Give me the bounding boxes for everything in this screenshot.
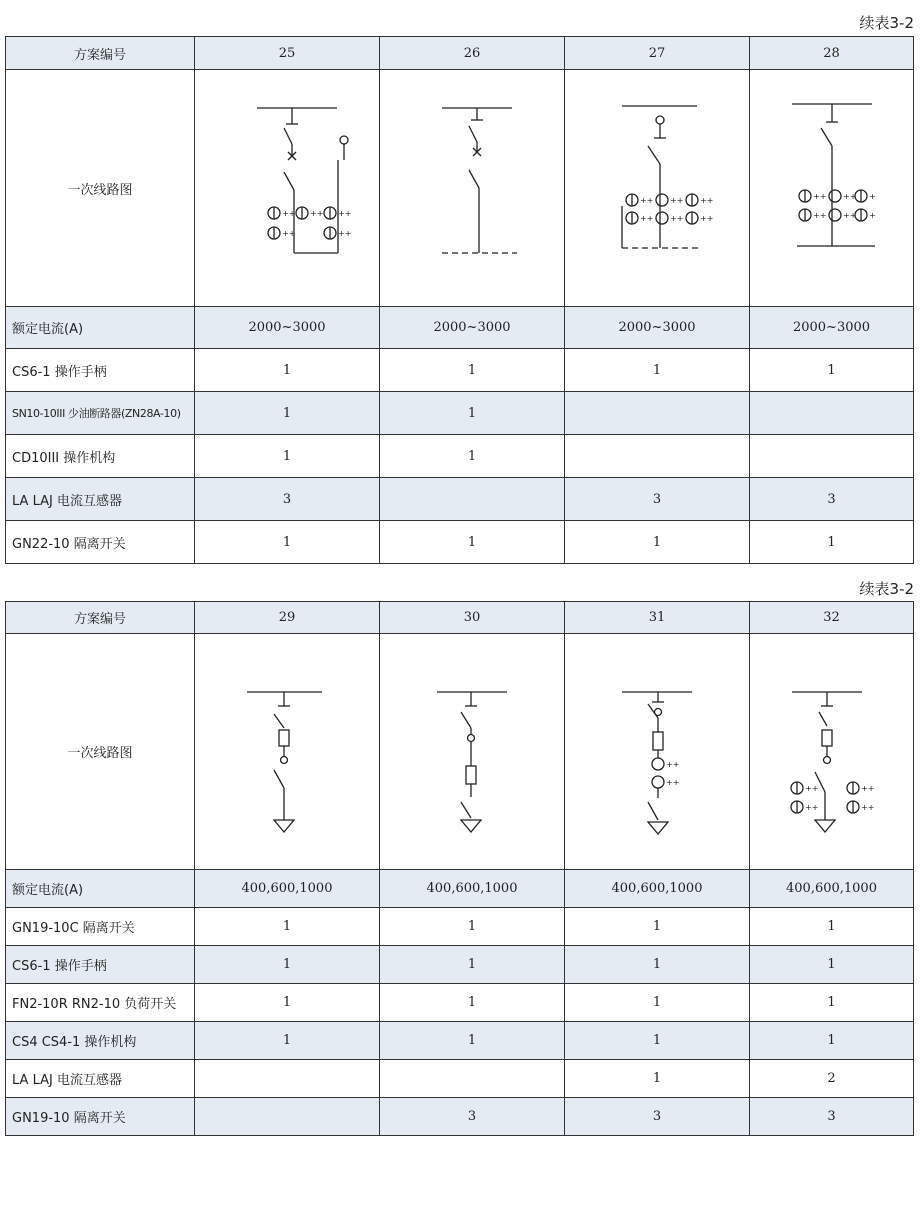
row-value: 1 bbox=[195, 392, 380, 435]
scheme-number: 25 bbox=[195, 37, 380, 70]
row-value: 1 bbox=[195, 908, 380, 946]
circuit-diagram-27-icon bbox=[565, 70, 750, 307]
svg-text:++: ++ bbox=[860, 802, 874, 812]
scheme-number: 26 bbox=[380, 37, 565, 70]
row-value: 1 bbox=[565, 984, 750, 1022]
row-value: 1 bbox=[565, 1060, 750, 1098]
scheme-number: 31 bbox=[565, 602, 750, 634]
svg-text:++: ++ bbox=[842, 211, 856, 220]
circuit-diagram-29-icon bbox=[195, 634, 380, 870]
row-value: 1 bbox=[565, 946, 750, 984]
row-value: 1 bbox=[380, 349, 565, 392]
row-label: CD10III 操作机构 bbox=[6, 435, 195, 478]
row-value: 3 bbox=[565, 1098, 750, 1136]
row-value: 1 bbox=[380, 946, 565, 984]
row-value: 1 bbox=[750, 984, 914, 1022]
row-value: 1 bbox=[750, 521, 914, 564]
row-value bbox=[565, 435, 750, 478]
row-value: 1 bbox=[565, 908, 750, 946]
svg-text:++: ++ bbox=[338, 209, 352, 218]
row-label: 额定电流(A) bbox=[6, 307, 195, 349]
row-value: 3 bbox=[750, 1098, 914, 1136]
row-value: 1 bbox=[565, 1022, 750, 1060]
circuit-diagram-30-icon bbox=[380, 634, 565, 870]
scheme-number: 27 bbox=[565, 37, 750, 70]
row-value: 3 bbox=[750, 478, 914, 521]
svg-text:+: + bbox=[868, 192, 876, 201]
circuit-diagram-25-icon bbox=[195, 70, 380, 307]
scheme-number: 32 bbox=[750, 602, 914, 634]
row-label: LA LAJ 电流互感器 bbox=[6, 1060, 195, 1098]
row-value: 1 bbox=[195, 946, 380, 984]
row-value: 1 bbox=[380, 984, 565, 1022]
row-value: 1 bbox=[565, 521, 750, 564]
scheme-table-2 bbox=[5, 601, 914, 1136]
row-label: SN10-10III 少油断路器(ZN28A-10) bbox=[6, 392, 195, 435]
svg-text:++: ++ bbox=[640, 196, 654, 205]
svg-text:++: ++ bbox=[670, 196, 684, 205]
scheme-number-header: 方案编号 bbox=[6, 602, 195, 634]
row-value: 3 bbox=[380, 1098, 565, 1136]
row-value: 1 bbox=[195, 1022, 380, 1060]
circuit-diagram-31-icon bbox=[565, 634, 750, 870]
svg-text:++: ++ bbox=[700, 214, 714, 223]
row-label: CS6-1 操作手柄 bbox=[6, 349, 195, 392]
row-value: 2000~3000 bbox=[750, 307, 914, 349]
row-label: CS6-1 操作手柄 bbox=[6, 946, 195, 984]
row-value: 1 bbox=[750, 1022, 914, 1060]
svg-text:++: ++ bbox=[282, 229, 296, 238]
circuit-diagram-32-icon bbox=[750, 634, 914, 870]
svg-text:++: ++ bbox=[282, 209, 296, 218]
svg-text:++: ++ bbox=[310, 209, 324, 218]
row-label: GN19-10 隔离开关 bbox=[6, 1098, 195, 1136]
row-value bbox=[565, 392, 750, 435]
row-value bbox=[750, 392, 914, 435]
svg-text:++: ++ bbox=[860, 783, 874, 793]
svg-text:++: ++ bbox=[812, 211, 826, 220]
row-value: 400,600,1000 bbox=[565, 870, 750, 908]
row-label: GN19-10C 隔离开关 bbox=[6, 908, 195, 946]
row-value: 400,600,1000 bbox=[750, 870, 914, 908]
svg-text:++: ++ bbox=[700, 196, 714, 205]
table-caption: 续表3-2 bbox=[859, 580, 914, 598]
row-value: 3 bbox=[195, 478, 380, 521]
row-value: 1 bbox=[380, 435, 565, 478]
scheme-number: 30 bbox=[380, 602, 565, 634]
row-label: FN2-10R RN2-10 负荷开关 bbox=[6, 984, 195, 1022]
row-value: 2000~3000 bbox=[565, 307, 750, 349]
row-label: LA LAJ 电流互感器 bbox=[6, 478, 195, 521]
svg-text:++: ++ bbox=[666, 759, 680, 769]
scheme-table-1 bbox=[5, 36, 914, 564]
row-value: 3 bbox=[565, 478, 750, 521]
row-value bbox=[195, 1098, 380, 1136]
svg-text:++: ++ bbox=[670, 214, 684, 223]
circuit-diagram-28-icon bbox=[750, 70, 914, 307]
diagram-label: 一次线路图 bbox=[6, 634, 195, 870]
svg-text:++: ++ bbox=[338, 229, 352, 238]
scheme-number: 29 bbox=[195, 602, 380, 634]
table-caption: 续表3-2 bbox=[859, 14, 914, 32]
svg-text:++: ++ bbox=[842, 192, 856, 201]
svg-text:++: ++ bbox=[666, 777, 680, 787]
row-value: 1 bbox=[195, 521, 380, 564]
row-label: 额定电流(A) bbox=[6, 870, 195, 908]
row-value: 400,600,1000 bbox=[195, 870, 380, 908]
row-value: 1 bbox=[750, 946, 914, 984]
row-value: 1 bbox=[380, 392, 565, 435]
row-value: 400,600,1000 bbox=[380, 870, 565, 908]
circuit-diagram-26-icon bbox=[380, 70, 565, 307]
svg-text:++: ++ bbox=[812, 192, 826, 201]
row-value: 1 bbox=[195, 984, 380, 1022]
row-value: 2000~3000 bbox=[380, 307, 565, 349]
svg-text:++: ++ bbox=[804, 802, 818, 812]
row-label: GN22-10 隔离开关 bbox=[6, 521, 195, 564]
svg-text:++: ++ bbox=[804, 783, 818, 793]
row-value: 1 bbox=[195, 435, 380, 478]
row-value: 2 bbox=[750, 1060, 914, 1098]
scheme-number-header: 方案编号 bbox=[6, 37, 195, 70]
row-value bbox=[195, 1060, 380, 1098]
row-value: 1 bbox=[750, 908, 914, 946]
row-value bbox=[750, 435, 914, 478]
svg-text:+: + bbox=[868, 211, 876, 220]
row-value: 1 bbox=[380, 1022, 565, 1060]
row-value: 1 bbox=[565, 349, 750, 392]
row-value: 1 bbox=[380, 521, 565, 564]
row-value: 2000~3000 bbox=[195, 307, 380, 349]
diagram-label: 一次线路图 bbox=[6, 70, 195, 307]
row-value: 1 bbox=[750, 349, 914, 392]
row-value bbox=[380, 1060, 565, 1098]
row-value: 1 bbox=[380, 908, 565, 946]
scheme-number: 28 bbox=[750, 37, 914, 70]
svg-text:++: ++ bbox=[640, 214, 654, 223]
row-value bbox=[380, 478, 565, 521]
row-value: 1 bbox=[195, 349, 380, 392]
row-label: CS4 CS4-1 操作机构 bbox=[6, 1022, 195, 1060]
